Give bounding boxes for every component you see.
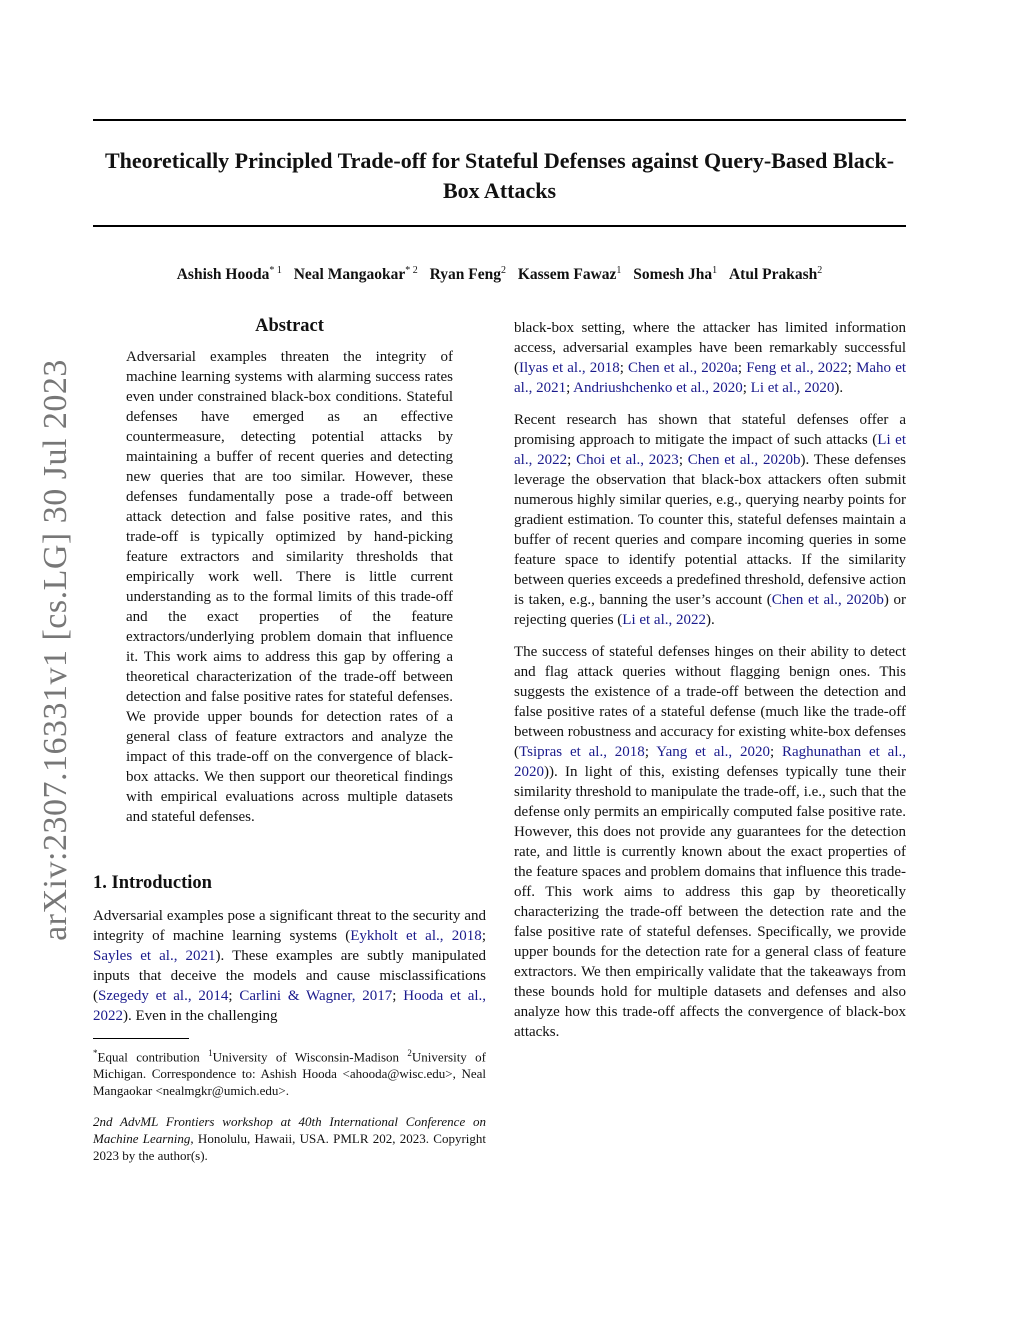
intro-paragraph-1: Adversarial examples pose a significant threat to the security and integrity of machine learning systems (Eykholt et al., 2018; Sayles et al., 2021). These examples are subtly manipulated inputs that deceive the models and cause misclassifications (Szegedy et al., 2014; Carlini & Wagner, 2017; Hooda et al., 2022). Even in the challenging (93, 908, 487, 1024)
title-bottom-rule (93, 225, 906, 227)
citation-link[interactable]: Feng et al., 2022 (746, 360, 848, 376)
citation-link[interactable]: Eykholt et al., 2018 (350, 928, 482, 944)
affiliation-footnote: *Equal contribution $^1$University of Wisconsin-Madison $^2$University of Michigan. Correspondence to: Ashish Hooda <ahooda@wisc.edu>, Neal Mangaokar <nealmgkr@umich.edu>. (93, 1048, 487, 1099)
citation-link[interactable]: Raghunathan et al., 2020 (514, 744, 907, 780)
abstract-heading: Abstract (255, 316, 324, 336)
abstract-text: Adversarial examples threaten the integrity of machine learning systems with alarming success rates even under constrained black-box conditions. Stateful defenses have emerged as an effective countermeasure, detecting potential attacks by maintaining a buffer of recent queries and detecting new queries that are too similar. However, these defenses fundamentally pose a trade-off between attack detection and false positive rates, and this trade-off is typically optimized by hand-picking feature extractors and similarity thresholds that empirically work well. There is little current understanding as to the formal limits of this trade-off and the exact properties of the feature extractors/underlying problem domain that influence it. This work aims to address this gap by offering a theoretical characterization of the trade-off between detection and false positive rates for stateful defenses. We provide upper bounds for detection rates of a general class of feature extractors and analyze the impact of this trade-off on the convergence of black-box attacks. We then support our theoretical findings with empirical evaluations across multiple datasets and stateful defenses. (126, 349, 453, 825)
citation-link[interactable]: Li et al., 2022 (622, 612, 707, 628)
author: Kassem Fawaz$^1$ (517, 265, 622, 284)
citation-link[interactable]: Szegedy et al., 2014 (98, 988, 229, 1004)
citation-link[interactable]: Choi et al., 2023 (576, 452, 679, 468)
author: Neal Mangaokar$^{* 2}$ (293, 265, 418, 284)
citation-link[interactable]: Maho et al., 2021 (514, 360, 907, 396)
citation-link[interactable]: Ilyas et al., 2018 (519, 360, 620, 376)
paper-title: Theoretically Principled Trade-off for Stateful Defenses against Query-Based Black-Box Attacks (104, 148, 895, 203)
author: Ryan Feng$^2$ (429, 265, 506, 284)
citation-link[interactable]: Li et al., 2022 (514, 432, 906, 468)
citation-link[interactable]: Li et al., 2020 (750, 380, 835, 396)
intro-paragraph-3: The success of stateful defenses hinges on their ability to detect and flag attack queries without flagging benign ones. This suggests the existence of a trade-off between the detection and false positive rates of a stateful defense (much like the trade-off between robustness and accuracy for existing white-box defenses (Tsipras et al., 2018; Yang et al., 2020; Raghunathan et al., 2020)). In light of this, existing defenses typically tune their similarity threshold to manipulate the trade-off, i.e., such that the defense only permits an empirically computed false positive rate. However, this does not provide any guarantees for the detection rate, and little is currently known about the exact properties of the feature spaces and problem domains that influence this trade-off. This work aims to address this gap by theoretically characterizing the trade-off between the detection rate and the false positive rate of stateful defenses. Specifically, we provide upper bounds for the detection rate for a general class of feature extractors. We then empirically validate that the takeaways from these bounds hold for multiple datasets and defenses and also analyze how this trade-off affects the convergence of black-box attacks. (514, 644, 907, 1040)
citation-link[interactable]: Yang et al., 2020 (656, 744, 770, 760)
author: Somesh Jha$^1$ (633, 265, 718, 284)
author-list (93, 260, 906, 286)
author: Ashish Hooda$^{* 1}$ (176, 265, 282, 284)
citation-link[interactable]: Andriushchenko et al., 2020 (573, 380, 743, 396)
intro-paragraph-2: Recent research has shown that stateful defenses offer a promising approach to mitigate the impact of such attacks (Li et al., 2022; Choi et al., 2023; Chen et al., 2020b). These defenses leverage the observation that black-box attackers often submit numerous highly similar queries, e.g., querying nearby points for gradient estimation. To counter this, stateful defenses maintain a buffer of recent queries and compare incoming queries in some feature space to identify potential attacks. If the similarity between queries exceeds a predefined threshold, defensive action is taken, e.g., banning the user’s account (Chen et al., 2020b) or rejecting queries (Li et al., 2022). (514, 412, 907, 628)
arxiv-identifier-stamp: arXiv:2307.16331v1 [cs.LG] 30 Jul 2023 (37, 359, 74, 941)
citation-link[interactable]: Chen et al., 2020b (687, 452, 801, 468)
citation-link[interactable]: Tsipras et al., 2018 (519, 744, 645, 760)
citation-link[interactable]: Sayles et al., 2021 (93, 948, 216, 964)
citation-link[interactable]: Chen et al., 2020a (628, 360, 738, 376)
venue-footnote: 2nd AdvML Frontiers workshop at 40th International Conference on Machine Learning, Honolulu, Hawaii, USA. PMLR 202, 2023. Copyright 2023 by the author(s). (93, 1114, 486, 1164)
author: Atul Prakash$^2$ (728, 265, 823, 284)
introduction-heading: 1. Introduction (93, 873, 212, 893)
right-column (514, 318, 906, 1054)
top-rule (93, 119, 906, 121)
citation-link[interactable]: Hooda et al., 2022 (93, 988, 487, 1024)
footnote-rule (93, 1038, 189, 1039)
left-column (93, 312, 486, 1178)
citation-link[interactable]: Carlini & Wagner, 2017 (239, 988, 393, 1004)
intro-paragraph-1-continued: black-box setting, where the attacker has limited information access, adversarial examples have been remarkably successful (Ilyas et al., 2018; Chen et al., 2020a; Feng et al., 2022; Maho et al., 2021; Andriushchenko et al., 2020; Li et al., 2020). (514, 320, 907, 396)
citation-link[interactable]: Chen et al., 2020b (771, 592, 884, 608)
